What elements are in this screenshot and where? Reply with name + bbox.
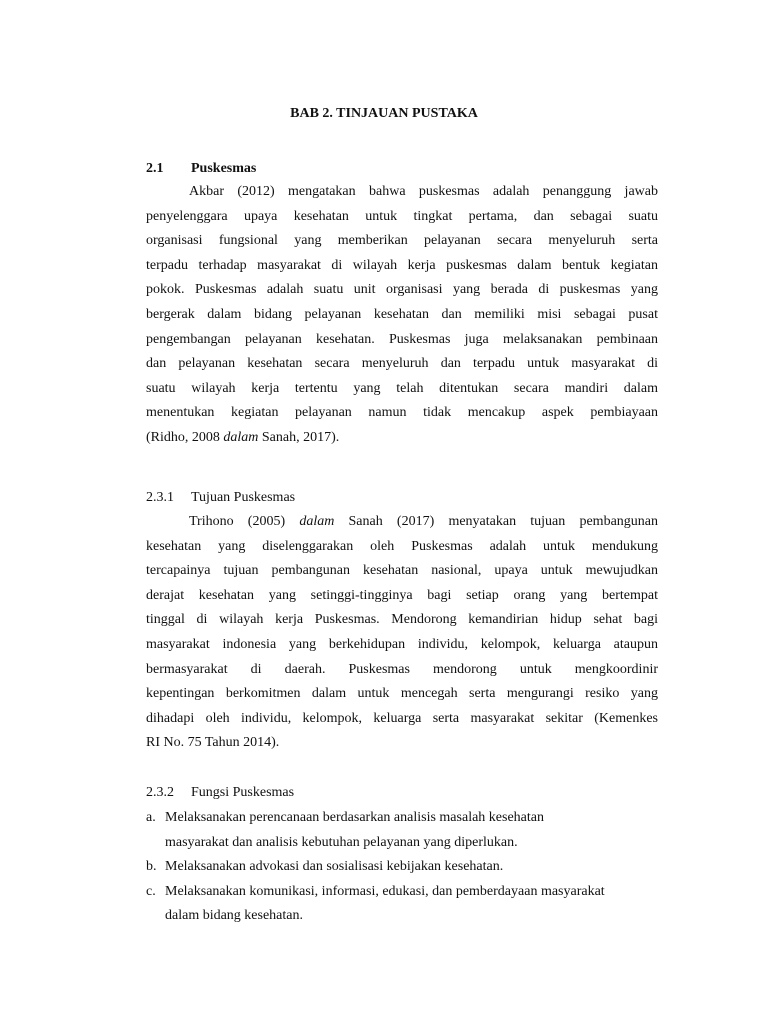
paragraph-line xyxy=(146,426,658,451)
list-item-line: Melaksanakan advokasi dan sosialisasi kebijakan kesehatan. xyxy=(165,859,504,875)
paragraph-line: tercapainya tujuan pembangunan kesehatan nasional, upaya untuk mewujudkan xyxy=(146,563,658,579)
section-2-1-paragraph xyxy=(146,180,658,451)
section-2-3-1-paragraph xyxy=(146,510,658,756)
section-number: 2.1 xyxy=(146,161,164,176)
list-item-line: Melaksanakan komunikasi, informasi, edukasi, dan pemberdayaan masyarakat xyxy=(165,883,605,899)
chapter-title: BAB 2. TINJAUAN PUSTAKA xyxy=(290,106,478,121)
paragraph-line: kepentingan berkomitmen dalam untuk mencegah serta mengurangi resiko yang xyxy=(146,686,658,702)
list-item-line: dalam bidang kesehatan. xyxy=(165,908,304,924)
paragraph-line: pengembangan pelayanan kesehatan. Puskesmas juga melaksanakan pembinaan xyxy=(146,331,658,347)
citation-italic: dalam xyxy=(223,429,259,445)
section-title: Fungsi Puskesmas xyxy=(191,785,295,800)
citation-text: Sanah, 2017). xyxy=(258,429,340,445)
section-number: 2.3.2 xyxy=(146,785,174,800)
list-item xyxy=(146,855,666,880)
paragraph-line: kesehatan yang diselenggarakan oleh Puskesmas adalah untuk mendukung xyxy=(146,538,658,554)
paragraph-line: pokok. Puskesmas adalah suatu unit organisasi yang berada di puskesmas yang xyxy=(146,282,658,298)
paragraph-line: dihadapi oleh individu, kelompok, keluarga serta masyarakat sekitar (Kemenkes xyxy=(146,710,658,726)
paragraph-line: Akbar (2012) mengatakan bahwa puskesmas adalah penanggung jawab xyxy=(189,184,658,199)
paragraph-line xyxy=(146,510,658,535)
paragraph-line: bergerak dalam bidang pelayanan kesehatan dan memiliki misi sebagai pusat xyxy=(146,306,658,322)
list-marker: a. xyxy=(146,810,156,825)
list-item-line: masyarakat dan analisis kebutuhan pelayanan yang diperlukan. xyxy=(165,834,518,850)
section-2-1-heading xyxy=(146,161,256,177)
paragraph-line: masyarakat indonesia yang berkehidupan individu, kelompok, keluarga ataupun xyxy=(146,636,658,652)
paragraph-line: tinggal di wilayah kerja Puskesmas. Mendorong kemandirian hidup sehat bagi xyxy=(146,612,658,628)
paragraph-line: derajat kesehatan yang setinggi-tingginya bagi setiap orang yang bertempat xyxy=(146,587,658,603)
fungsi-list xyxy=(146,806,666,929)
paragraph-line: bermasyarakat di daerah. Puskesmas mendorong untuk mengkoordinir xyxy=(146,661,658,677)
paragraph-line: suatu wilayah kerja tertentu yang telah ditentukan secara mandiri dalam xyxy=(146,380,658,396)
paragraph-line: RI No. 75 Tahun 2014). xyxy=(146,735,280,751)
paragraph-line: terpadu terhadap masyarakat di wilayah kerja puskesmas dalam bentuk kegiatan xyxy=(146,257,658,273)
section-title: Puskesmas xyxy=(191,161,257,176)
citation-italic: dalam xyxy=(299,514,335,529)
paragraph-line: organisasi fungsional yang memberikan pelayanan secara menyeluruh serta xyxy=(146,233,658,249)
section-2-3-1-heading xyxy=(146,490,295,506)
list-marker: c. xyxy=(146,883,156,899)
paragraph-line: dan pelayanan kesehatan secara menyeluruh dan terpadu untuk masyarakat di xyxy=(146,356,658,372)
citation-text: Sanah (2017) menyatakan tujuan pembangunan xyxy=(334,514,658,529)
section-title: Tujuan Puskesmas xyxy=(191,490,296,505)
list-item xyxy=(146,806,666,855)
paragraph-line: menentukan kegiatan pelayanan namun tidak mencakup aspek pembiayaan xyxy=(146,405,658,421)
citation-text: (Ridho, 2008 xyxy=(146,429,224,445)
section-number: 2.3.1 xyxy=(146,490,174,505)
list-item xyxy=(146,880,666,929)
list-item-line: Melaksanakan perencanaan berdasarkan analisis masalah kesehatan xyxy=(165,810,544,825)
paragraph-line: penyelenggara upaya kesehatan untuk tingkat pertama, dan sebagai suatu xyxy=(146,208,658,224)
list-marker: b. xyxy=(146,859,157,875)
citation-text: Trihono (2005) xyxy=(189,514,300,529)
section-2-3-2-heading xyxy=(146,785,294,801)
